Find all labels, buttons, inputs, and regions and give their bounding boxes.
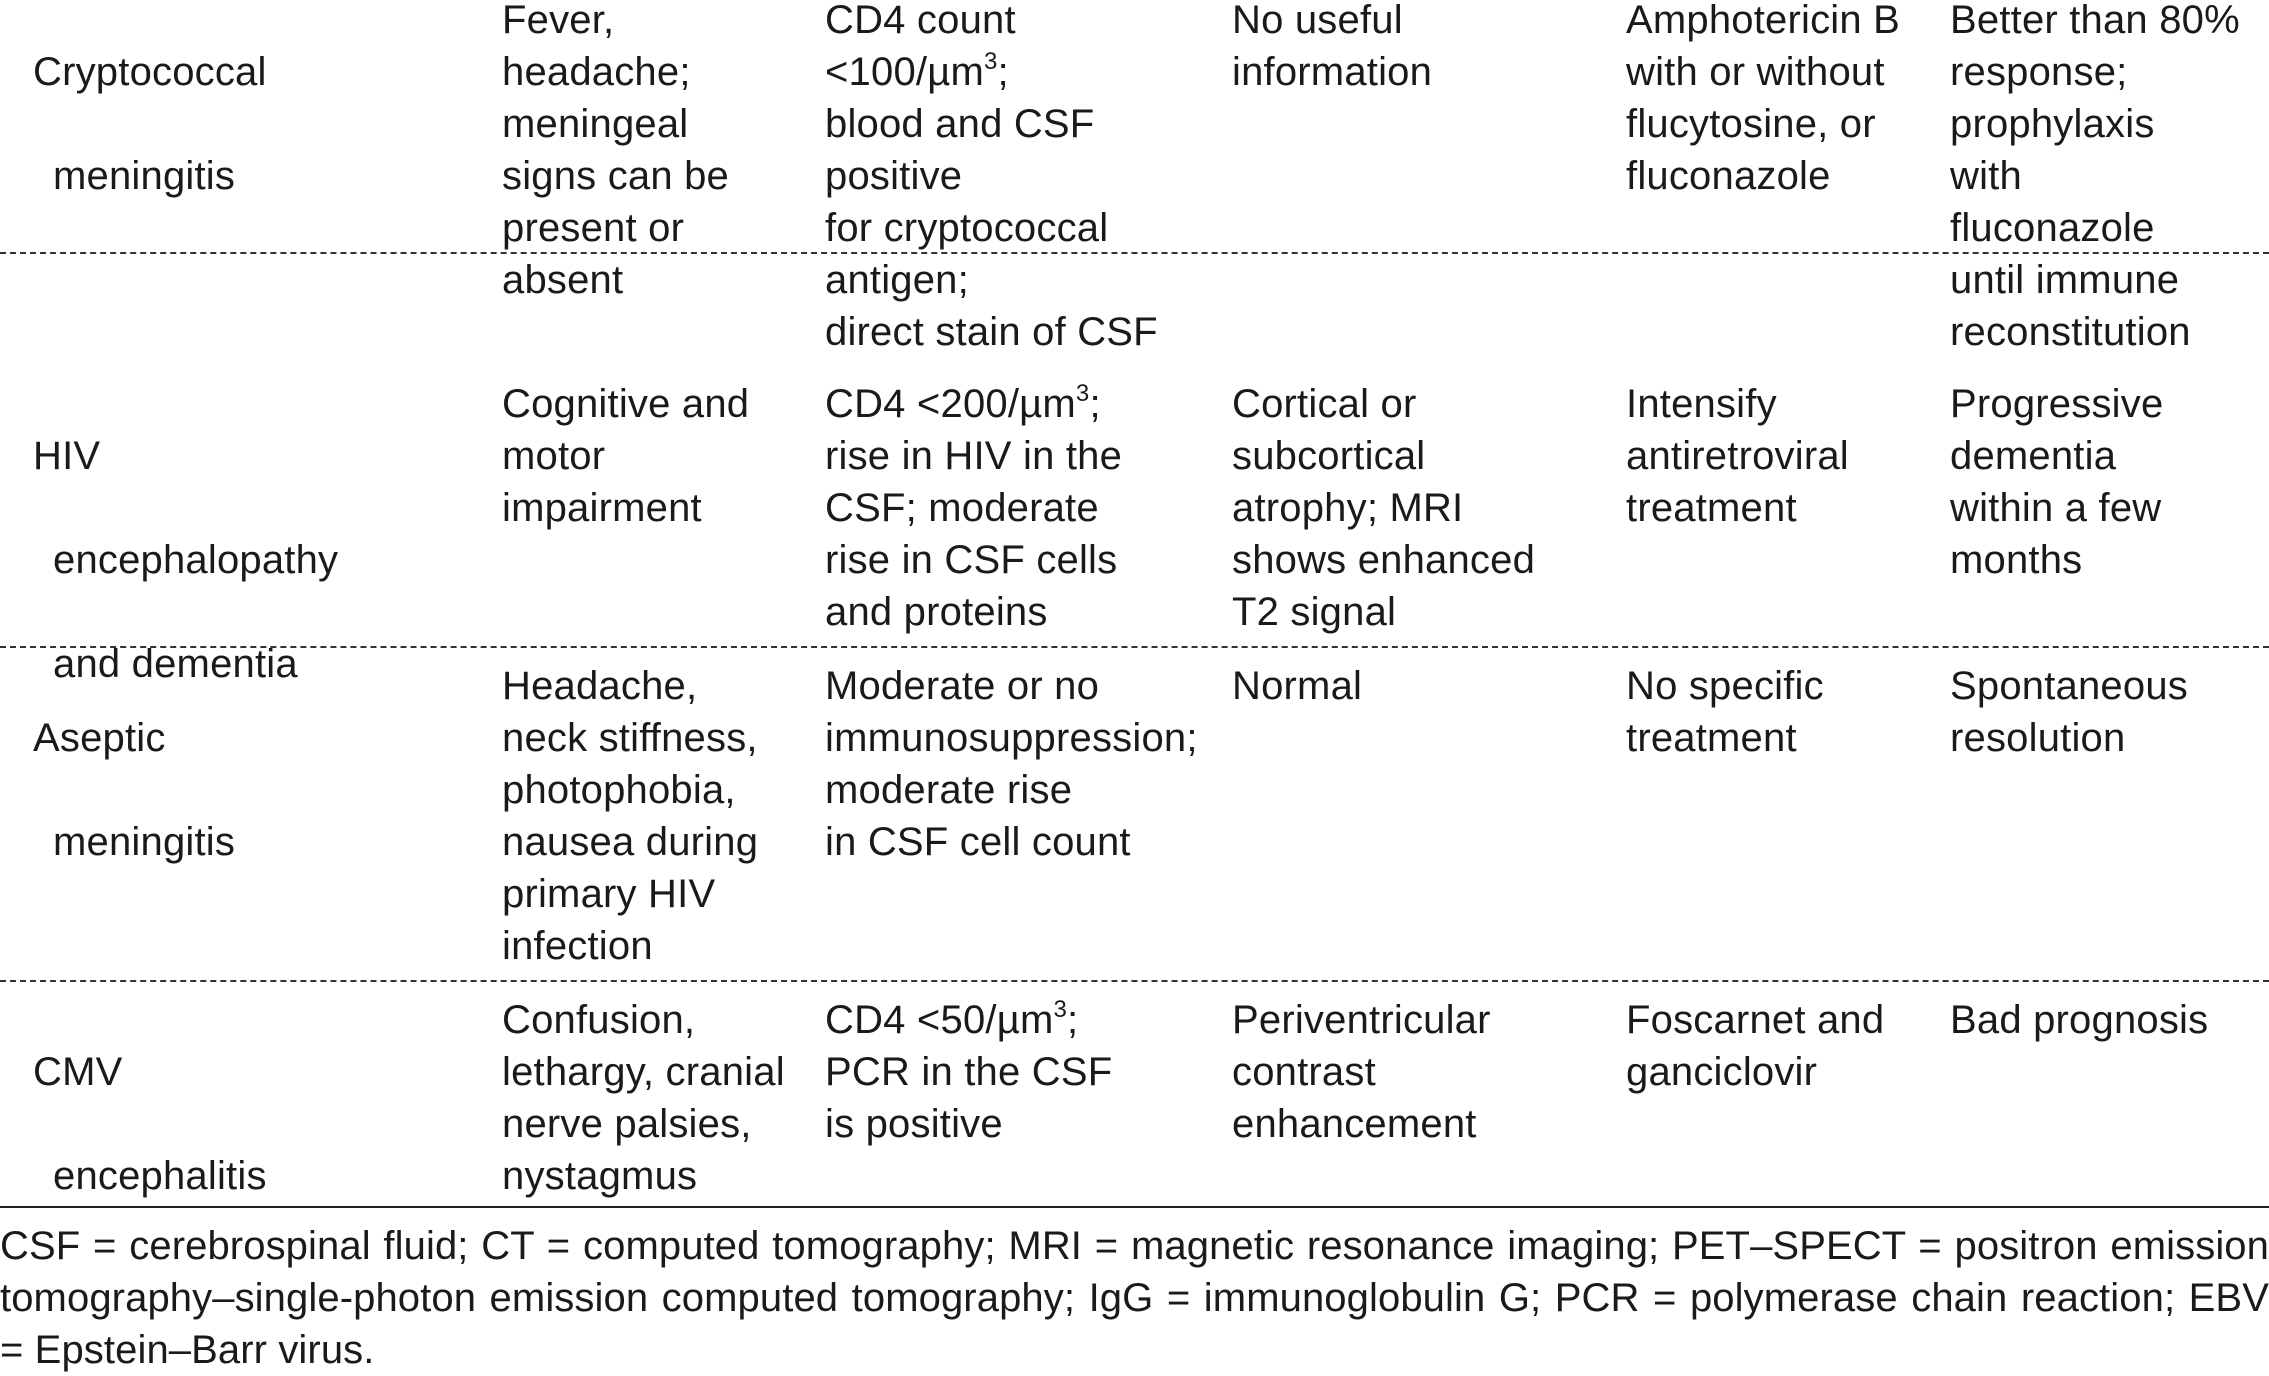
condition-name: CMV	[33, 1050, 123, 1094]
superscript: 3	[1053, 995, 1068, 1023]
condition-name: Aseptic	[33, 716, 166, 760]
imaging-cell: Periventricular contrast enhancement	[1232, 998, 1491, 1146]
lab-findings-cell	[825, 660, 1225, 868]
imaging-cell: Normal	[1232, 664, 1363, 708]
lab-findings-cell	[825, 0, 1225, 358]
superscript: 3	[983, 47, 998, 75]
condition-name-continued: and dementia	[53, 642, 298, 686]
row-divider	[0, 646, 2269, 648]
condition-name-continued: meningitis	[53, 820, 236, 864]
symptoms-cell: Fever, headache; meningeal signs can be present or absent	[502, 0, 729, 302]
table-bottom-rule	[0, 1206, 2269, 1208]
superscript: 3	[1075, 379, 1090, 407]
imaging-cell: No useful information	[1232, 0, 1433, 94]
condition-cell	[33, 0, 473, 254]
condition-cell	[33, 660, 473, 920]
lab-findings-cell	[825, 994, 1225, 1150]
row-divider	[0, 980, 2269, 982]
table-footnote: CSF = cerebrospinal fluid; CT = computed tomography; MRI = magnetic resonance imaging; PET–SPECT = positron emission tomography–single-photon emission computed tomography; IgG = immunoglobulin G; PCR = polymerase chain reaction; EBV = Epstein–Barr virus.	[0, 1224, 2269, 1372]
treatment-cell: Intensify antiretroviral treatment	[1626, 382, 1849, 530]
outcome-cell: Progressive dementia within a few months	[1950, 382, 2164, 582]
condition-name-continued: encephalitis	[53, 1154, 267, 1198]
symptoms-cell: Cognitive and motor impairment	[502, 382, 750, 530]
condition-name-continued: encephalopathy	[53, 538, 339, 582]
lab-findings-text: CD4 count <100/µm	[825, 0, 1016, 94]
treatment-cell: No specific treatment	[1626, 664, 1824, 760]
lab-findings-text-continued: ; rise in HIV in the CSF; moderate rise in CSF cells and proteins	[825, 382, 1123, 634]
symptoms-cell: Confusion, lethargy, cranial nerve palsies, nystagmus	[502, 998, 785, 1198]
condition-name-continued: meningitis	[53, 154, 236, 198]
lab-findings-text-continued: ; blood and CSF positive for cryptococcal antigen; direct stain of CSF	[825, 50, 1158, 354]
condition-name: HIV	[33, 434, 101, 478]
lab-findings-text-continued: ; PCR in the CSF is positive	[825, 998, 1113, 1146]
treatment-cell: Amphotericin B with or without flucytosine, or fluconazole	[1626, 0, 1901, 198]
lab-findings-cell	[825, 378, 1225, 638]
treatment-cell: Foscarnet and ganciclovir	[1626, 998, 1885, 1094]
row-divider	[0, 252, 2269, 254]
lab-findings-text: CD4 <200/µm	[825, 382, 1076, 426]
lab-findings-text: CD4 <50/µm	[825, 998, 1054, 1042]
condition-cell	[33, 994, 473, 1254]
outcome-cell: Spontaneous resolution	[1950, 664, 2188, 760]
symptoms-cell: Headache, neck stiffness, photophobia, nausea during primary HIV infection	[502, 664, 759, 968]
outcome-cell: Bad prognosis	[1950, 998, 2209, 1042]
condition-name: Cryptococcal	[33, 50, 267, 94]
imaging-cell: Cortical or subcortical atrophy; MRI shows enhanced T2 signal	[1232, 382, 1536, 634]
lab-findings-text: Moderate or no immunosuppression; moderate rise in CSF cell count	[825, 664, 1198, 864]
outcome-cell: Better than 80% response; prophylaxis with fluconazole until immune reconstitution	[1950, 0, 2240, 354]
